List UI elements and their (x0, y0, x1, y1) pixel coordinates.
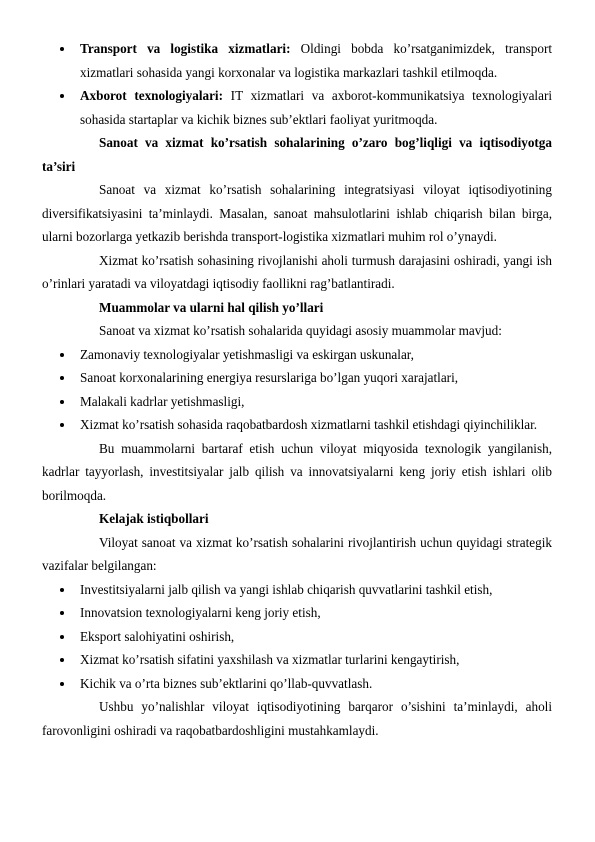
item-term: Axborot texnologiyalari: (80, 88, 223, 103)
section-heading-integration: Sanoat va xizmat ko’rsatish sohalarining o’zaro bog’liqligi va iqtisodiyotga ta’siri (42, 135, 552, 174)
bullet-icon (60, 376, 64, 380)
paragraph-conclusion: Ushbu yo’nalishlar viloyat iqtisodiyotining barqaror o’sishini ta’minlaydi, aholi farovonligini oshiradi va raqobatbardoshligini mustahkamlaydi. (42, 699, 552, 738)
list-item-transport (42, 37, 552, 84)
list-item-task (42, 578, 552, 602)
paragraph-problems-intro: Sanoat va xizmat ko’rsatish sohalarida quyidagi asosiy muammolar mavjud: (99, 323, 502, 338)
item-text: Innovatsion texnologiyalarni keng joriy etish, (80, 605, 321, 620)
item-text: Xizmat ko’rsatish sohasida raqobatbardosh xizmatlarni tashkil etishdagi qiyinchiliklar. (80, 417, 538, 432)
list-item-it (42, 84, 552, 131)
item-text: Sanoat korxonalarining energiya resurslariga bo’lgan yuqori xarajatlari, (80, 370, 459, 385)
bullet-icon (60, 423, 64, 427)
bullet-icon (60, 682, 64, 686)
item-text: Xizmat ko’rsatish sifatini yaxshilash va xizmatlar turlarini kengaytirish, (80, 652, 460, 667)
list-item-task (42, 625, 552, 649)
list-item-problem (42, 413, 552, 437)
bullet-icon (60, 353, 64, 357)
bullet-icon (60, 400, 64, 404)
paragraph-services: Xizmat ko’rsatish sohasining rivojlanishi aholi turmush darajasini oshiradi, yangi ish o’rinlari yaratadi va viloyatdagi iqtisodiy faollikni rag’batlantiradi. (42, 252, 552, 291)
bullet-icon (60, 611, 64, 615)
item-text: IT xizmatlari va axborot-kommunikatsiya texnologiyalari sohasida startaplar va kichik biznes sub’ektlari faoliyat yuritmoqda. (80, 88, 553, 127)
bullet-icon (60, 94, 64, 98)
list-item-problem (42, 366, 552, 390)
section-heading-prospects: Kelajak istiqbollari (99, 511, 209, 526)
list-item-problem (42, 390, 552, 414)
item-text: Oldingi bobda ko’rsatganimizdek, transport xizmatlari sohasida yangi korxonalar va logistika markazlari tashkil etilmoqda. (80, 41, 553, 80)
item-text: Kichik va o’rta biznes sub’ektlarini qo’llab-quvvatlash. (80, 675, 373, 691)
bullet-icon (60, 47, 64, 51)
bullet-icon (60, 658, 64, 662)
paragraph-solutions: Bu muammolarni bartaraf etish uchun viloyat miqyosida texnologik yangilanish, kadrlar tayyorlash, investitsiyalar jalb qilish va innovatsiyalarni keng joriy etish ishlari olib borilmoqda. (42, 440, 552, 503)
item-text: Malakali kadrlar yetishmasligi, (80, 393, 245, 409)
section-heading-problems: Muammolar va ularni hal qilish yo’llari (99, 299, 324, 315)
document-body (42, 37, 552, 742)
item-term: Transport va logistika xizmatlari: (80, 41, 291, 56)
list-item-task (42, 672, 552, 696)
paragraph-integration: Sanoat va xizmat ko’rsatish sohalarining integratsiyasi viloyat iqtisodiyotining diversifikatsiyasini ta’minlaydi. Masalan, sanoat mahsulotlarini ishlab chiqarish bilan birga, ularni bozorlarga yetkazib berishda transport-logistika xizmatlari muhim rol o’ynaydi. (42, 182, 552, 244)
bullet-icon (60, 588, 64, 592)
item-text: Zamonaviy texnologiyalar yetishmasligi va eskirgan uskunalar, (80, 346, 414, 362)
item-text: Investitsiyalarni jalb qilish va yangi ishlab chiqarish quvvatlarini tashkil etish, (80, 581, 493, 597)
bullet-icon (60, 635, 64, 639)
paragraph-tasks-intro: Viloyat sanoat va xizmat ko’rsatish sohalarini rivojlantirish uchun quyidagi strategik vazifalar belgilangan: (42, 534, 552, 573)
list-item-task (42, 601, 552, 625)
list-item-task (42, 648, 552, 672)
list-item-problem (42, 343, 552, 367)
item-text: Eksport salohiyatini oshirish, (80, 628, 235, 644)
